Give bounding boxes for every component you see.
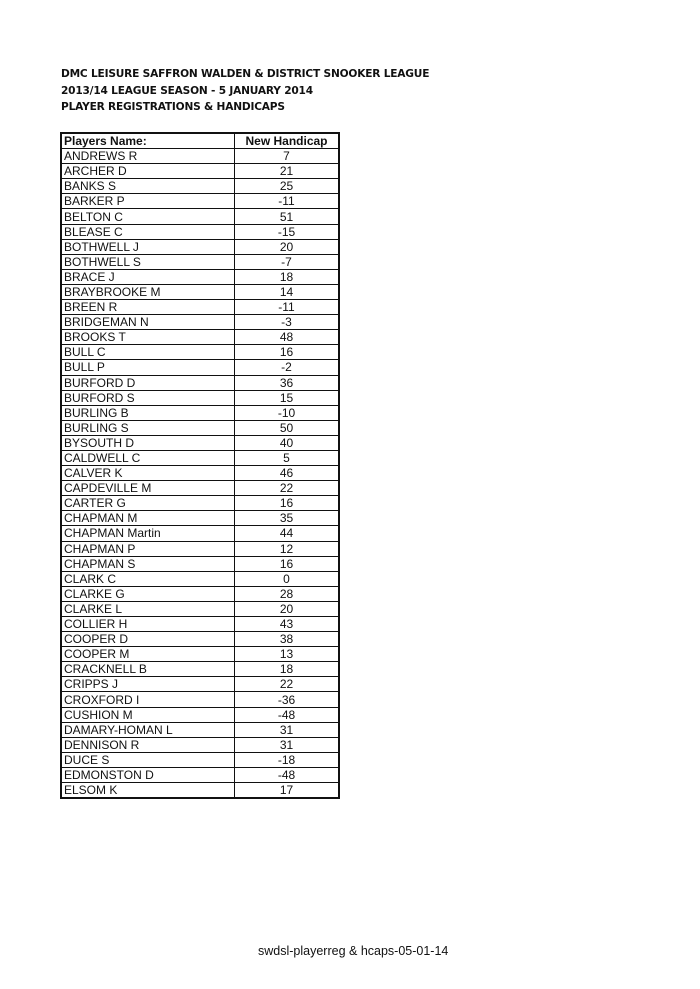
table-row [61,707,339,722]
table-row [61,677,339,692]
table-row [61,511,339,526]
player-name-cell: CROXFORD I [61,692,235,707]
document-subtitle: PLAYER REGISTRATIONS & HANDICAPS [61,101,285,113]
handicap-cell: 18 [235,662,340,677]
handicap-cell: 38 [235,632,340,647]
handicap-cell: -7 [235,254,340,269]
table-row [61,783,339,799]
table-row [61,164,339,179]
handicap-cell: -10 [235,405,340,420]
table-row [61,375,339,390]
table-row [61,224,339,239]
handicap-cell: -18 [235,752,340,767]
handicap-cell: 14 [235,284,340,299]
player-name-cell: CHAPMAN Martin [61,526,235,541]
player-name-cell: DENNISON R [61,737,235,752]
league-title: DMC LEISURE SAFFRON WALDEN & DISTRICT SNOOKER LEAGUE [61,68,430,80]
player-name-cell: BARKER P [61,194,235,209]
table-row [61,481,339,496]
table-row [61,209,339,224]
player-name-cell: DUCE S [61,752,235,767]
table-row [61,737,339,752]
table-row [61,632,339,647]
player-name-cell: CHAPMAN P [61,541,235,556]
table-row [61,300,339,315]
player-name-cell: CHAPMAN S [61,556,235,571]
handicap-cell: 36 [235,375,340,390]
player-name-cell: BELTON C [61,209,235,224]
player-name-cell: CRIPPS J [61,677,235,692]
table-row [61,405,339,420]
handicap-cell: -15 [235,224,340,239]
player-name-cell: COOPER M [61,647,235,662]
handicap-cell: -36 [235,692,340,707]
table-row [61,571,339,586]
table-row [61,179,339,194]
handicap-cell: 46 [235,466,340,481]
handicap-cell: 31 [235,722,340,737]
player-name-cell: BANKS S [61,179,235,194]
table-row [61,450,339,465]
table-row [61,254,339,269]
season-date: 2013/14 LEAGUE SEASON - 5 JANUARY 2014 [61,84,313,97]
player-name-cell: CRACKNELL B [61,662,235,677]
player-name-cell: EDMONSTON D [61,767,235,782]
table-row [61,601,339,616]
handicap-cell: 16 [235,556,340,571]
table-row [61,435,339,450]
player-name-cell: BRAYBROOKE M [61,284,235,299]
player-name-cell: BURLING S [61,420,235,435]
table-row [61,722,339,737]
handicap-cell: 5 [235,450,340,465]
handicap-cell: -2 [235,360,340,375]
table-row [61,541,339,556]
table-row [61,269,339,284]
table-row [61,767,339,782]
handicap-cell: 13 [235,647,340,662]
table-row [61,496,339,511]
player-name-cell: BURLING B [61,405,235,420]
footer-filename: swdsl-playerreg & hcaps-05-01-14 [258,944,449,958]
column-header-player-name: Players Name: [61,133,235,149]
player-name-cell: BOTHWELL J [61,239,235,254]
handicap-cell: 35 [235,511,340,526]
player-name-cell: CARTER G [61,496,235,511]
table-row [61,420,339,435]
handicap-cell: 50 [235,420,340,435]
handicap-cell: 25 [235,179,340,194]
table-row [61,556,339,571]
handicap-cell: 7 [235,149,340,164]
player-name-cell: CUSHION M [61,707,235,722]
handicap-cell: 16 [235,345,340,360]
player-name-cell: BYSOUTH D [61,435,235,450]
player-name-cell: CALVER K [61,466,235,481]
player-name-cell: ARCHER D [61,164,235,179]
table-row [61,330,339,345]
player-name-cell: BOTHWELL S [61,254,235,269]
handicap-cell: 22 [235,677,340,692]
player-name-cell: DAMARY-HOMAN L [61,722,235,737]
handicap-cell: 16 [235,496,340,511]
handicap-cell: 22 [235,481,340,496]
handicap-cell: 18 [235,269,340,284]
table-row [61,647,339,662]
handicap-cell: 43 [235,617,340,632]
handicap-cell: 31 [235,737,340,752]
table-row [61,617,339,632]
handicap-cell: -11 [235,194,340,209]
table-row [61,390,339,405]
player-name-cell: CLARKE G [61,586,235,601]
player-name-cell: BURFORD S [61,390,235,405]
handicap-cell: 0 [235,571,340,586]
player-name-cell: ELSOM K [61,783,235,799]
player-name-cell: BRACE J [61,269,235,284]
table-row [61,284,339,299]
player-name-cell: CLARK C [61,571,235,586]
player-name-cell: COOPER D [61,632,235,647]
player-name-cell: CLARKE L [61,601,235,616]
document-title-block [61,66,429,116]
player-name-cell: CALDWELL C [61,450,235,465]
table-header-row [61,133,339,149]
handicap-cell: -48 [235,707,340,722]
handicap-cell: 20 [235,601,340,616]
player-name-cell: ANDREWS R [61,149,235,164]
handicap-cell: 48 [235,330,340,345]
table-row [61,149,339,164]
player-name-cell: BURFORD D [61,375,235,390]
handicap-cell: -3 [235,315,340,330]
handicap-cell: 12 [235,541,340,556]
table-row [61,345,339,360]
handicap-cell: 15 [235,390,340,405]
handicap-cell: 17 [235,783,340,799]
table-row [61,466,339,481]
player-name-cell: BREEN R [61,300,235,315]
table-row [61,526,339,541]
table-row [61,586,339,601]
column-header-new-handicap: New Handicap [235,133,340,149]
table-row [61,662,339,677]
player-name-cell: BLEASE C [61,224,235,239]
handicap-cell: 44 [235,526,340,541]
player-name-cell: BULL P [61,360,235,375]
player-name-cell: BROOKS T [61,330,235,345]
table-row [61,752,339,767]
table-row [61,239,339,254]
table-row [61,315,339,330]
player-name-cell: BRIDGEMAN N [61,315,235,330]
table-row [61,692,339,707]
handicap-cell: -11 [235,300,340,315]
handicap-table [60,132,340,799]
handicap-cell: 40 [235,435,340,450]
handicap-cell: 28 [235,586,340,601]
player-name-cell: CHAPMAN M [61,511,235,526]
handicap-cell: 51 [235,209,340,224]
player-name-cell: BULL C [61,345,235,360]
table-row [61,194,339,209]
handicap-cell: 20 [235,239,340,254]
player-name-cell: COLLIER H [61,617,235,632]
handicap-cell: 21 [235,164,340,179]
table-row [61,360,339,375]
table-body [61,149,339,799]
handicap-cell: -48 [235,767,340,782]
player-name-cell: CAPDEVILLE M [61,481,235,496]
